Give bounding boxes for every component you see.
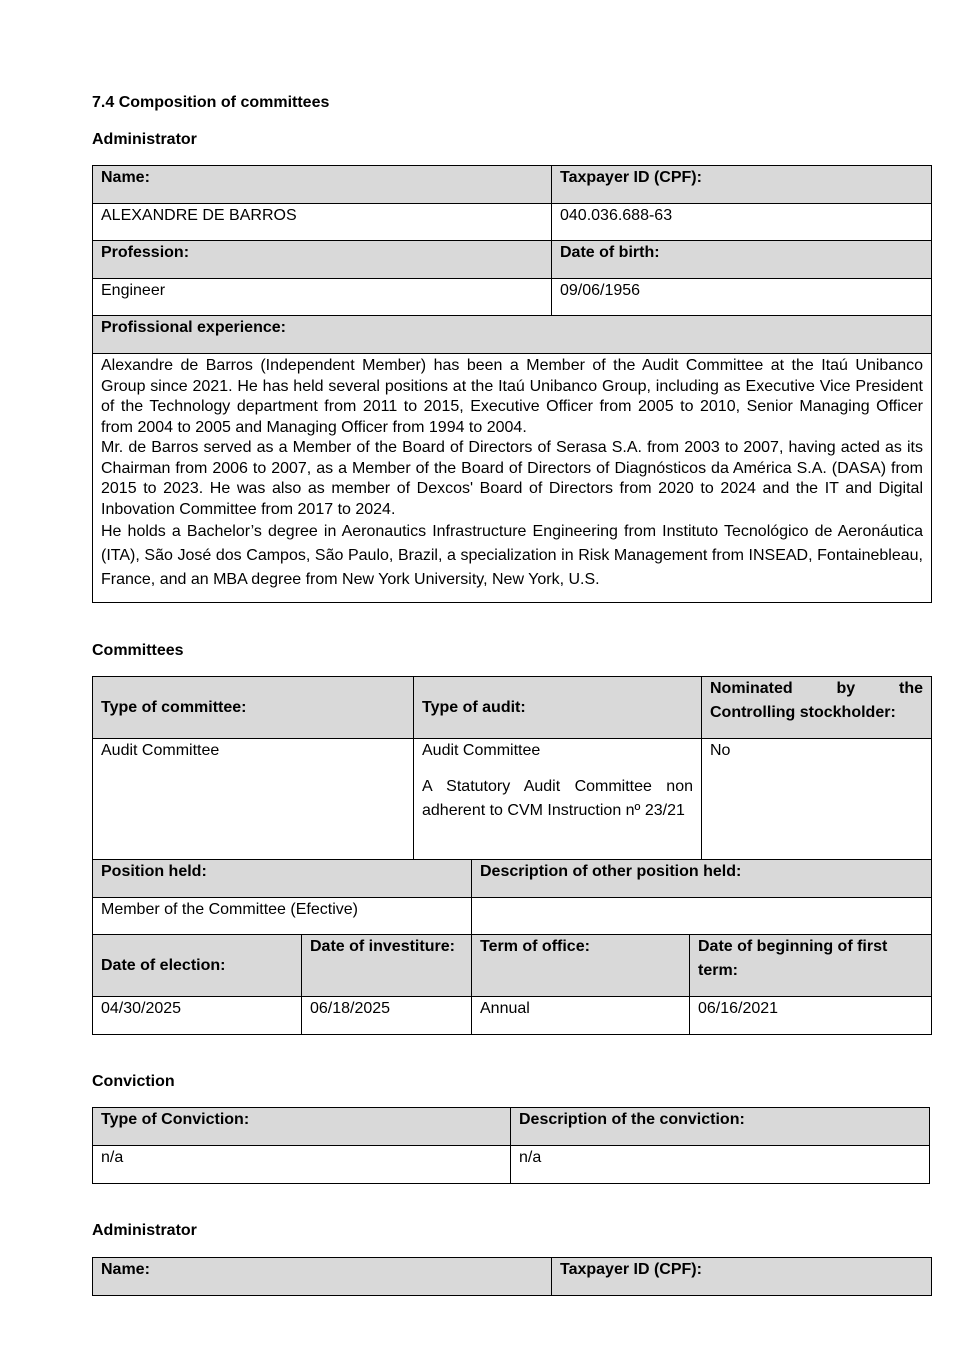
experience-paragraph-1: Alexandre de Barros (Independent Member) has been a Member of the Audit Committee at the Itaú Unibanco Group since 2021. He has held several positions at the Itaú Unibanco Group, including as Executive Vice President of the Technology department from 2011 to 2015, Executive Officer from 2005 to 2010, Senior Managing Officer from 2004 to 2005 and Managing Officer from 1994 to 2004. (101, 357, 923, 436)
committees-dates-table (92, 934, 932, 1035)
dob-label: Date of birth: (552, 241, 932, 279)
conviction-heading: Conviction (92, 1073, 175, 1090)
type-audit-note: A Statutory Audit Committee non adherent to CVM Instruction nº 23/21 (422, 778, 693, 819)
type-audit-cell (414, 739, 702, 861)
profession-label: Profession: (93, 241, 552, 279)
administrator2-table (92, 1257, 932, 1296)
nominated-label (702, 677, 932, 739)
type-committee-label: Type of committee: (93, 677, 414, 739)
other-position-label: Description of other position held: (472, 860, 932, 898)
dob-value: 09/06/1956 (552, 279, 932, 316)
election-value: 04/30/2025 (93, 997, 302, 1035)
conviction-description-label: Description of the conviction: (511, 1108, 930, 1146)
name-value: ALEXANDRE DE BARROS (93, 204, 552, 241)
experience-paragraph-2: Mr. de Barros served as a Member of the Board of Directors of Serasa S.A. from 2003 to 2007, having acted as its Chairman from 2006 to 2007, as a Member of the Board of Directors of Diagnósticos da América S.A. (DASA) from 2015 to 2023. He was also as member of Dexcos' Board of Directors from 2020 to 2024 and the IT and Digital Inbovation Committee from 2017 to 2024. (101, 439, 923, 518)
term-label: Term of office: (472, 935, 690, 997)
investiture-label-text: Date of investiture: (310, 938, 455, 955)
first-term-value: 06/16/2021 (690, 997, 932, 1035)
experience-text (93, 354, 932, 603)
cpf-value: 040.036.688-63 (552, 204, 932, 241)
conviction-description-value: n/a (511, 1146, 930, 1184)
conviction-table (92, 1107, 930, 1184)
section-title: 7.4 Composition of committees (92, 94, 330, 111)
nominated-value: No (702, 739, 932, 861)
profession-value: Engineer (93, 279, 552, 316)
investiture-label (302, 935, 472, 997)
cpf-label-2: Taxpayer ID (CPF): (552, 1258, 932, 1296)
experience-paragraph-3: He holds a Bachelor’s degree in Aeronautics Infrastructure Engineering from Instituto Tecnológico de Aeronáutica (ITA), São José dos Campos, São Paulo, Brazil, a specialization in Risk Management from INSEAD, Fontainebleau, France, and an MBA degree from New York University, New York, U.S. (101, 523, 923, 588)
committees-heading: Committees (92, 642, 184, 659)
committees-position-table (92, 859, 932, 936)
position-label: Position held: (93, 860, 472, 898)
name-label: Name: (93, 166, 552, 204)
administrator2-heading: Administrator (92, 1222, 197, 1239)
term-value: Annual (472, 997, 690, 1035)
position-value: Member of the Committee (Efective) (93, 898, 472, 936)
cpf-label: Taxpayer ID (CPF): (552, 166, 932, 204)
name-label-2: Name: (93, 1258, 552, 1296)
conviction-type-label: Type of Conviction: (93, 1108, 511, 1146)
other-position-value (472, 898, 932, 936)
type-committee-value: Audit Committee (93, 739, 414, 861)
conviction-type-value: n/a (93, 1146, 511, 1184)
nominated-label-text: Nominated by the Controlling stockholder: (710, 680, 923, 721)
first-term-label: Date of beginning of first term: (690, 935, 932, 997)
investiture-value: 06/18/2025 (302, 997, 472, 1035)
experience-label: Profissional experience: (93, 316, 932, 354)
administrator-heading: Administrator (92, 131, 197, 148)
type-audit-value: Audit Committee (422, 742, 541, 759)
election-label: Date of election: (93, 935, 302, 997)
administrator-table (92, 165, 932, 603)
committees-type-table (92, 676, 932, 861)
type-audit-label: Type of audit: (414, 677, 702, 739)
